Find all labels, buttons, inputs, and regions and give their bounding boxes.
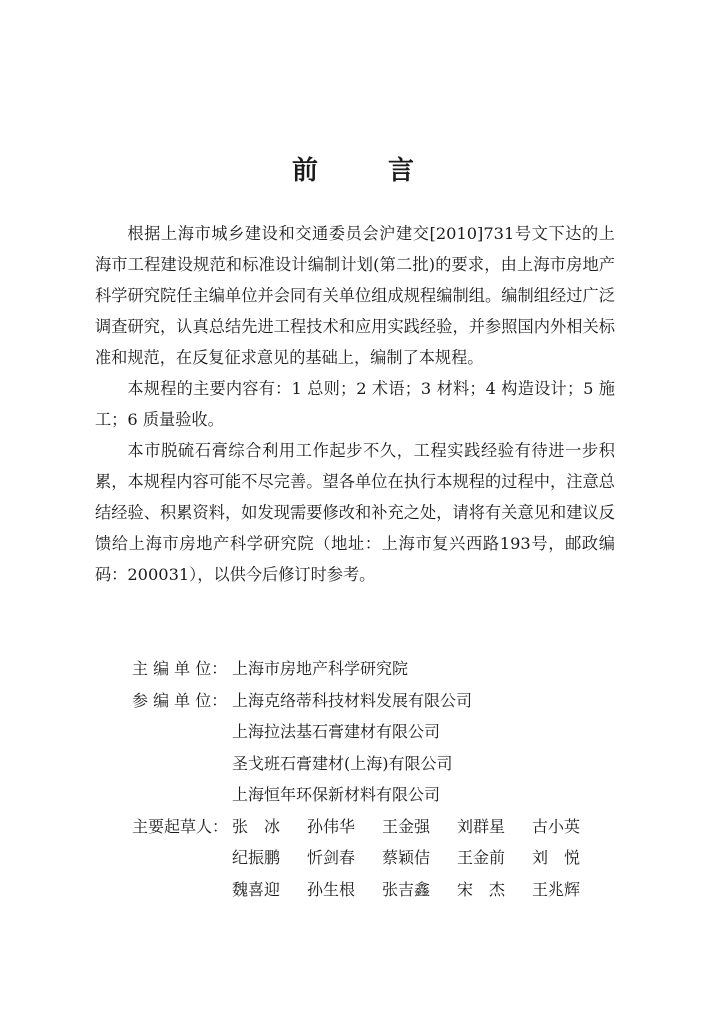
paragraph-feedback: 本市脱硫石膏综合利用工作起步不久，工程实践经验有待进一步积累，本规程内容可能不尽完善。望各单位在执行本规程的过程中，注意总结经验、积累资料，如发现需要修改和补充之处，请将有关意见和建议反馈给上海市房地产科学研究院（地址：上海市复兴西路193号，邮政编码：200031），以供今后修订时参考。 — [95, 441, 615, 584]
drafter-name: 刘 悦 — [532, 848, 581, 867]
drafter-name: 孙伟华 — [307, 816, 356, 836]
drafter-name: 宋 杰 — [457, 879, 506, 899]
participating-unit-value: 上海恒年环保新材料有限公司 — [232, 785, 441, 804]
drafters-names — [232, 811, 612, 843]
participating-unit-value: 圣戈班石膏建材(上海)有限公司 — [232, 753, 453, 773]
chief-unit-label: 主 编 单 位： — [132, 659, 228, 678]
drafters-row — [132, 811, 612, 843]
credits-block — [132, 653, 612, 905]
participating-unit-row — [132, 716, 612, 748]
drafters-label: 主要起草人： — [132, 816, 229, 836]
drafter-name: 张吉鑫 — [382, 879, 431, 899]
drafter-name: 孙生根 — [307, 879, 356, 899]
drafter-name: 魏喜迎 — [232, 879, 281, 899]
drafter-name: 张 冰 — [232, 816, 281, 836]
drafters-names — [232, 874, 612, 906]
drafter-name: 蔡颖佶 — [382, 848, 431, 867]
drafter-name: 王金前 — [457, 848, 506, 867]
drafter-name: 纪振鹏 — [232, 848, 281, 867]
preface-body — [95, 218, 615, 590]
drafter-name: 刘群星 — [457, 816, 506, 836]
participating-unit-row — [132, 748, 612, 780]
chief-unit-value: 上海市房地产科学研究院 — [232, 659, 409, 678]
drafter-name: 王兆辉 — [532, 879, 581, 899]
drafters-row — [132, 842, 612, 874]
chief-unit-row — [132, 653, 612, 685]
participating-unit-row — [132, 685, 612, 717]
participating-unit-value: 上海克络蒂科技材料发展有限公司 — [232, 690, 473, 710]
participating-unit-row — [132, 779, 612, 811]
drafter-name: 古小英 — [532, 816, 581, 836]
paragraph-background: 根据上海市城乡建设和交通委员会沪建交[2010]731号文下达的上海市工程建设规范和标准设计编制计划(第二批)的要求，由上海市房地产科学研究院任主编单位并会同有关单位组成规程编制组。编制组经过广泛调查研究，认真总结先进工程技术和应用实践经验，并参照国内外相关标准和规范，在反复征求意见的基础上，编制了本规程。 — [95, 224, 615, 367]
paragraph-contents: 本规程的主要内容有：1 总则；2 术语；3 材料；4 构造设计；5 施工；6 质量验收。 — [95, 379, 615, 429]
drafter-name: 忻剑春 — [307, 848, 356, 867]
page-title: 前 言 — [291, 156, 436, 186]
drafters-row — [132, 874, 612, 906]
drafters-names — [232, 842, 612, 874]
drafter-name: 王金强 — [382, 816, 431, 836]
participating-unit-value: 上海拉法基石膏建材有限公司 — [232, 722, 441, 741]
participating-unit-label: 参 编 单 位： — [132, 690, 228, 710]
